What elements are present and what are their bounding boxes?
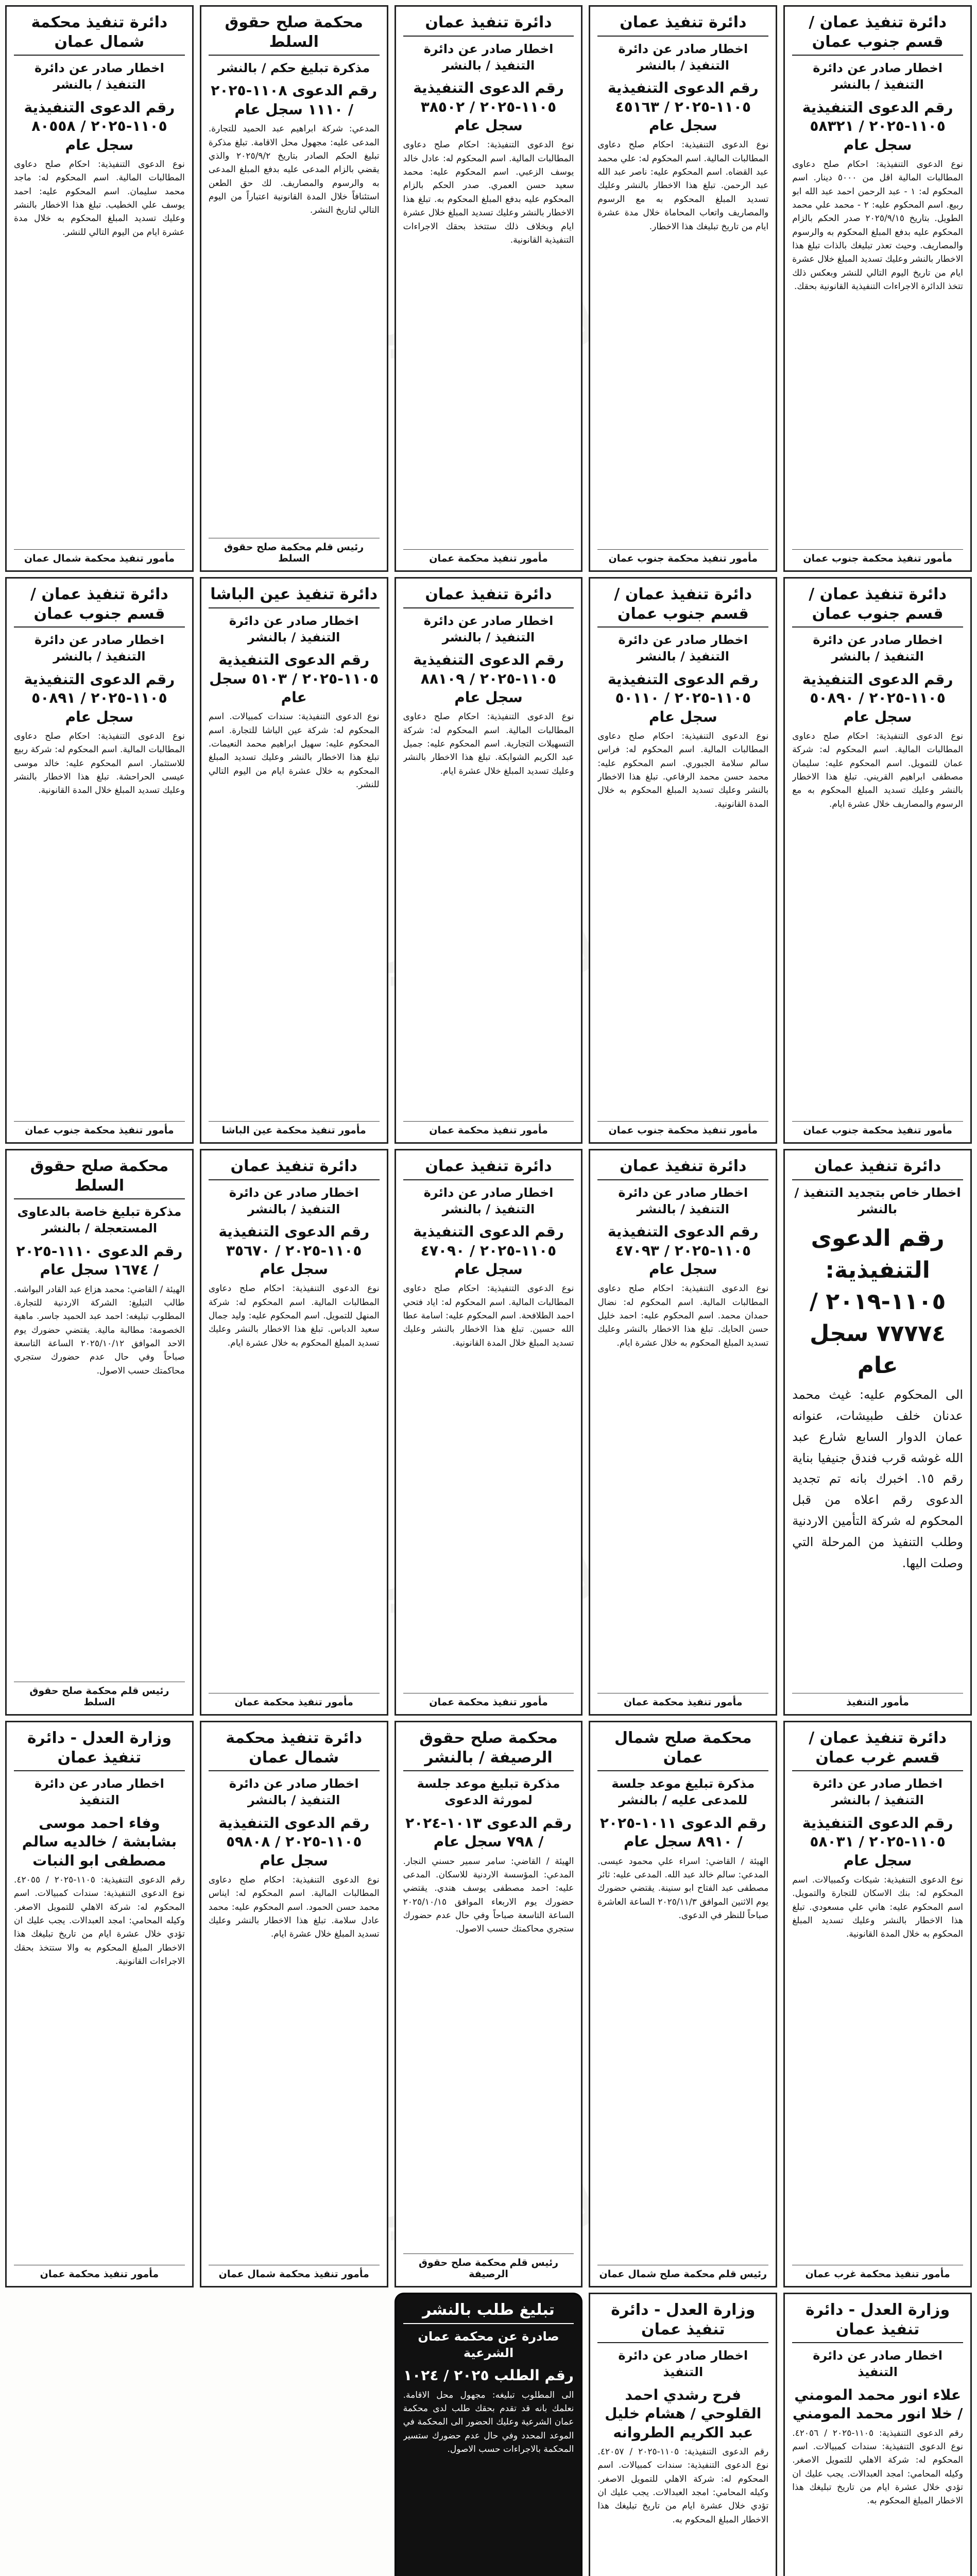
notice-subtitle: اخطار صادر عن دائرة التنفيذ / بالنشر	[618, 633, 748, 664]
notice-body: نوع الدعوى التنفيذية: احكام صلح دعاوى المطالبات المالية. اسم المحكوم له: شركة عمان للتمويل. اسم المحكوم عليه: سليمان مصطفى ابراهيم القريني. تبلغ هذا الاخطار بالنشر وعليك تسديد المبلغ المحكوم به مع الرسوم والمصاريف خلال عشرة ايام.	[792, 731, 963, 809]
legal-notice	[589, 1721, 777, 2287]
legal-notice	[395, 2293, 583, 2576]
notice-title: تبليغ طلب بالنشر	[403, 2300, 574, 2324]
notice-footer: رئيس قلم محكمة صلح حقوق السلط	[209, 538, 380, 564]
legal-notice	[589, 1149, 777, 1716]
notice-body: نوع الدعوى التنفيذية: احكام صلح دعاوى المطالبات المالية. اسم المحكوم له: اياد فتحي احمد الطلافحة. اسم المحكوم عليه: اسامة عطا الله حسين. تبلغ هذا الاخطار بالنشر وعليك تسديد المبلغ خلال المدة القانونية.	[403, 1283, 574, 1348]
legal-notice	[395, 5, 583, 572]
notice-title: محكمة صلح حقوق الرصيفة / بالنشر	[403, 1728, 574, 1771]
notice-body: نوع الدعوى التنفيذية: احكام صلح دعاوى المطالبات المالية. اسم المحكوم له: ماجد محمد سليمان. اسم المحكوم عليه: احمد يوسف علي الخطيب. تبلغ هذا الاخطار بالنشر وعليك تسديد المبلغ المحكوم به خلال مدة عشرة ايام من اليوم التالي للنشر.	[14, 159, 185, 238]
legal-notice	[395, 1721, 583, 2287]
notice-case-number: رقم الدعوى التنفيذية ١١٠٥-٢٠٢٥ / ٥١٠٣ سجل عام	[209, 651, 379, 706]
notice-body: الهيئة / القاضي: محمد هزاع عبد القادر البواشه. طالب التبليغ: الشركة الاردنية للتجارة. المطلوب تبليغه: احمد عبد الحميد جاسر. ماهية الخصومة: مطالبة مالية. يقتضي حضورك يوم الاحد الموافق ٢٠٢٥/١٠/١٢ الساعة التاسعة صباحاً وفي حال عدم حضورك ستجري محاكمتك حسب الاصول.	[14, 1284, 185, 1376]
notice-title: دائرة تنفيذ عمان	[209, 1157, 380, 1180]
notice-footer: مأمور تنفيذ محكمة جنوب عمان	[597, 1121, 768, 1136]
notice-title: دائرة تنفيذ عمان	[597, 1157, 768, 1180]
notice-case-number: رقم الدعوى التنفيذية ١١٠٥-٢٠٢٥ / ٥٠١١٠ سجل عام	[607, 670, 759, 725]
notice-case-number: رقم الدعوى التنفيذية ١١٠٥-٢٠٢٥ / ٤٧٠٩٠ سجل عام	[413, 1223, 564, 1278]
notice-case-number: علاء انور محمد المومني / خلا انور محمد المومني	[792, 2386, 963, 2422]
notice-case-number: رقم الدعوى التنفيذية ١١٠٥-٢٠٢٥ / ٥٩٨٠٨ سجل عام	[218, 1814, 370, 1869]
notice-case-number: وفاء احمد موسى بشابشة / خالديه سالم مصطفى ابو النبات	[22, 1814, 177, 1869]
notice-subtitle: اخطار صادر عن دائرة التنفيذ / بالنشر	[423, 1185, 554, 1216]
notice-case-number: رقم الدعوى ١١٠٨-٢٠٢٥ / ١١١٠ سجل عام	[211, 82, 378, 118]
notice-title: دائرة تنفيذ عمان / قسم جنوب عمان	[792, 585, 963, 628]
notice-body: نوع الدعوى التنفيذية: شيكات وكمبيالات. اسم المحكوم له: بنك الاسكان للتجارة والتمويل. اسم المحكوم عليه: هاني علي مسعودي. تبلغ هذا الاخطار بالنشر وعليك تسديد المبلغ المحكوم به خلال المدة القانونية.	[792, 1874, 963, 1940]
notice-body: نوع الدعوى التنفيذية: احكام صلح دعاوى المطالبات المالية. اسم المحكوم له: شركة التسهيلات التجارية. اسم المحكوم عليه: جميل عبد الكريم الشوابكة. تبلغ هذا الاخطار بالنشر وعليك تسديد المبلغ خلال عشرة ايام.	[403, 711, 574, 776]
notice-case-number: رقم الدعوى التنفيذية ١١٠٥-٢٠٢٥ / ٥٨٠٣١ سجل عام	[802, 1814, 953, 1869]
notice-case-number: فرح رشدي احمد القلوحي / هشام خليل عبد الكريم الطروانه	[605, 2386, 762, 2441]
notice-title: دائرة تنفيذ عمان / قسم جنوب عمان	[792, 13, 963, 56]
notice-footer: مأمور تنفيذ محكمة شمال عمان	[209, 2265, 380, 2280]
notice-subtitle: اخطار صادر عن دائرة التنفيذ / بالنشر	[35, 61, 164, 92]
legal-notice	[5, 5, 194, 572]
notice-subtitle: اخطار صادر عن دائرة التنفيذ / بالنشر	[423, 41, 554, 73]
notice-subtitle: اخطار صادر عن دائرة التنفيذ / بالنشر	[423, 613, 554, 645]
notice-body: رقم الدعوى التنفيذية: ١١٠٥-٢٠٢٥ / ٤٢٠٥٦. نوع الدعوى التنفيذية: سندات كمبيالات. اسم المحكوم له: شركة الاهلي للتمويل الاصغر. وكيله المحامي: امجد العبدالات. يجب عليك ان تؤدي خلال عشرة ايام من تاريخ تبليغك هذا الاخطار المبلغ المحكوم به.	[792, 2428, 963, 2506]
notice-subtitle: اخطار صادر عن دائرة التنفيذ	[618, 2348, 748, 2380]
notice-subtitle: اخطار صادر عن دائرة التنفيذ	[35, 1776, 164, 1808]
notice-footer: مأمور تنفيذ محكمة عمان	[597, 1693, 768, 1708]
notice-body: نوع الدعوى التنفيذية: احكام صلح دعاوى المطالبات المالية اقل من ٥٠٠٠ دينار. اسم المحكوم له: ١ - عبد الرحمن احمد عبد الله ابو ربيع. اسم المحكوم عليه: ٢ - محمد علي محمد الطويل. بتاريخ ٢٠٢٥/٩/١٥ صدر الحكم بالزام المحكوم عليه بدفع المبلغ المحكوم به والرسوم والمصاريف. وحيث تعذر تبليغك بالذات تبلغ هذا الاخطار بالنشر وعليك تسديد المبلغ خلال عشرة ايام من تاريخ اليوم التالي للنشر وبعكس ذلك تتخذ الدائرة الاجراءات التنفيذية القانونية بحقك.	[792, 159, 963, 292]
notice-body: نوع الدعوى التنفيذية: احكام صلح دعاوى المطالبات المالية. اسم المحكوم له: نضال حمدان محمد. اسم المحكوم عليه: احمد خليل حسن الحايك. تبلغ هذا الاخطار بالنشر وعليك تسديد المبلغ المحكوم به خلال عشرة ايام.	[597, 1283, 769, 1348]
notice-body: نوع الدعوى التنفيذية: احكام صلح دعاوى المطالبات المالية. اسم المحكوم له: شركة المنهل للتمويل. اسم المحكوم عليه: وليد جمال سعيد الدباس. تبلغ هذا الاخطار بالنشر وعليك تسديد المبلغ المحكوم به خلال عشرة ايام.	[208, 1283, 380, 1348]
notice-body: الى المطلوب تبليغه: مجهول محل الاقامة. نعلمك بانه قد تقدم بحقك طلب لدى محكمة عمان الشرعية وعليك الحضور الى المحكمة في الموعد المحدد وفي حال عدم حضورك ستسير المحكمة بالاجراءات حسب الاصول.	[403, 2389, 574, 2455]
notice-footer: مأمور تنفيذ محكمة جنوب عمان	[792, 549, 963, 564]
notice-title: دائرة تنفيذ عمان / قسم غرب عمان	[792, 1728, 963, 1771]
notice-subtitle: اخطار صادر عن دائرة التنفيذ / بالنشر	[35, 633, 164, 664]
notice-footer: مأمور تنفيذ محكمة عمان	[403, 549, 574, 564]
notice-body: نوع الدعوى التنفيذية: احكام صلح دعاوى المطالبات المالية. اسم المحكوم له: ايناس محمد حسن الحمود. اسم المحكوم عليه: محمد عادل سلامة. تبلغ هذا الاخطار بالنشر وعليك تسديد المبلغ خلال عشرة ايام.	[208, 1874, 380, 1940]
notice-title: دائرة تنفيذ عمان / قسم جنوب عمان	[14, 585, 185, 628]
notice-case-number: رقم الدعوى التنفيذية ١١٠٥-٢٠٢٥ / ٤٥١٦٣ سجل عام	[607, 79, 759, 134]
notice-subtitle: مذكرة تبليغ حكم / بالنشر	[218, 61, 370, 75]
notice-footer: مأمور تنفيذ محكمة جنوب عمان	[14, 1121, 185, 1136]
notice-footer: مأمور تنفيذ محكمة جنوب عمان	[597, 549, 768, 564]
notice-body: المدعي: شركة ابراهيم عبد الحميد للتجارة. المدعى عليه: مجهول محل الاقامة. تبلغ مذكرة تبليغ الحكم الصادر بتاريخ ٢٠٢٥/٩/٢ والذي يقضي بالزام المدعى عليه بدفع المبلغ المدعى به والرسوم والمصاريف. لك حق الطعن استئنافاً خلال المدة القانونية اعتباراً من اليوم التالي لتاريخ النشر.	[208, 124, 380, 216]
notice-case-number: رقم الدعوى التنفيذية ١١٠٥-٢٠٢٥ / ٥٨٣٢١ سجل عام	[802, 98, 953, 154]
legal-notice	[200, 5, 388, 572]
notice-footer: مأمور تنفيذ محكمة عين الباشا	[209, 1121, 380, 1136]
legal-notice	[783, 1149, 972, 1716]
notice-subtitle: اخطار صادر عن دائرة التنفيذ / بالنشر	[618, 41, 748, 73]
notice-subtitle: مذكرة تبليغ خاصة بالدعاوى المستعجلة / بالنشر	[17, 1205, 182, 1236]
notice-title: دائرة تنفيذ محكمة شمال عمان	[14, 13, 185, 56]
notice-subtitle: مذكرة تبليغ موعد جلسة لمورثة الدعوى	[417, 1776, 560, 1808]
notice-body: نوع الدعوى التنفيذية: احكام صلح دعاوى المطالبات المالية. اسم المحكوم له: فراس سالم سلامة الجبوري. اسم المحكوم عليه: محمد حسن محمد الرفاعي. تبلغ هذا الاخطار بالنشر وعليك تسديد المبلغ المحكوم به خلال المدة القانونية.	[597, 731, 769, 809]
notice-body: الهيئة / القاضي: اسراء علي محمود عيسى. المدعي: سالم خالد عبد الله. المدعى عليه: ثائر مصطفى عبد الفتاح ابو سنينة. يقتضي حضورك يوم الاثنين الموافق ٢٠٢٥/١١/٣ الساعة العاشرة صباحاً للنظر في الدعوى.	[597, 1856, 769, 1921]
notice-footer: مأمور تنفيذ محكمة عمان	[403, 1693, 574, 1708]
legal-notice	[5, 1721, 194, 2287]
notice-footer: مأمور تنفيذ محكمة شمال عمان	[14, 549, 185, 564]
notice-footer: مأمور تنفيذ محكمة عمان	[14, 2265, 185, 2280]
legal-notice	[200, 1721, 388, 2287]
notice-title: دائرة تنفيذ عمان	[403, 585, 574, 608]
notice-title: دائرة تنفيذ عين الباشا	[209, 585, 380, 608]
notice-subtitle: اخطار صادر عن دائرة التنفيذ / بالنشر	[229, 1185, 359, 1216]
notice-case-number: رقم الدعوى التنفيذية: ١١٠٥-٢٠١٩ / ٧٧٧٧٤ سجل عام	[809, 1225, 946, 1379]
notice-subtitle: اخطار صادر عن دائرة التنفيذ / بالنشر	[618, 1185, 748, 1216]
notice-case-number: رقم الدعوى التنفيذية ١١٠٥-٢٠٢٥ / ٣٨٥٠٢ سجل عام	[413, 79, 564, 134]
notice-title: دائرة تنفيذ عمان	[597, 13, 768, 37]
notice-footer: مأمور تنفيذ محكمة عمان	[209, 1693, 380, 1708]
notice-title: دائرة تنفيذ عمان	[403, 1157, 574, 1180]
notice-title: دائرة تنفيذ محكمة شمال عمان	[209, 1728, 380, 1771]
notice-title: دائرة تنفيذ عمان / قسم جنوب عمان	[597, 585, 768, 628]
notice-title: وزارة العدل - دائرة تنفيذ عمان	[597, 2300, 768, 2343]
legal-notice	[395, 1149, 583, 1716]
notice-case-number: رقم الدعوى ١٠١١-٢٠٢٥ / ٨٩١٠ سجل عام	[599, 1814, 766, 1851]
notice-case-number: رقم الدعوى التنفيذية ١١٠٥-٢٠٢٥ / ٤٧٠٩٣ سجل عام	[607, 1223, 759, 1278]
legal-notice	[5, 1149, 194, 1716]
legal-notice	[5, 577, 194, 1144]
notice-footer: مأمور تنفيذ محكمة جنوب عمان	[792, 1121, 963, 1136]
notice-case-number: رقم الدعوى ١١١٠-٢٠٢٥ / ١٦٧٤ سجل عام	[16, 1242, 183, 1279]
notice-title: محكمة صلح حقوق السلط	[209, 13, 380, 56]
legal-notice	[395, 577, 583, 1144]
notice-body: نوع الدعوى التنفيذية: احكام صلح دعاوى المطالبات المالية. اسم المحكوم له: عادل خالد يوسف الزعبي. اسم المحكوم عليه: محمد سعيد حسن العمري. صدر الحكم بالزام المحكوم عليه بدفع المبلغ المحكوم به. تبلغ هذا الاخطار بالنشر وعليك تسديد المبلغ خلال عشرة ايام وبخلاف ذلك ستتخذ بحقك الاجراءات التنفيذية القانونية.	[403, 140, 574, 245]
notice-case-number: رقم الدعوى ١٠١٣-٢٠٢٤ / ٧٩٨ سجل عام	[405, 1814, 572, 1851]
notice-subtitle: اخطار صادر عن دائرة التنفيذ / بالنشر	[813, 633, 942, 664]
notice-subtitle: اخطار صادر عن دائرة التنفيذ / بالنشر	[813, 1776, 942, 1808]
notice-subtitle: اخطار صادر عن دائرة التنفيذ / بالنشر	[229, 613, 359, 645]
legal-notice	[783, 5, 972, 572]
notices-grid	[5, 5, 972, 2576]
notice-case-number: رقم الدعوى التنفيذية ١١٠٥-٢٠٢٥ / ٨٨١٠٩ سجل عام	[413, 651, 564, 706]
notice-subtitle: اخطار صادر عن دائرة التنفيذ / بالنشر	[229, 1776, 359, 1808]
notice-footer: مأمور تنفيذ محكمة عمان	[403, 1121, 574, 1136]
notice-footer: رئيس قلم محكمة صلح شمال عمان	[597, 2265, 768, 2280]
notice-body: رقم الدعوى التنفيذية: ١١٠٥-٢٠٢٥ / ٤٢٠٥٥. نوع الدعوى التنفيذية: سندات كمبيالات. اسم المحكوم له: شركة الاهلي للتمويل الاصغر. وكيله المحامي: امجد العبدالات. يجب عليك ان تؤدي خلال عشرة ايام من تاريخ تبليغك هذا الاخطار المبلغ المحكوم به والا ستتخذ بحقك الاجراءات القانونية.	[14, 1874, 185, 1967]
notice-footer: رئيس قلم محكمة صلح حقوق السلط	[14, 1682, 185, 1708]
notice-case-number: رقم الدعوى التنفيذية ١١٠٥-٢٠٢٥ / ٨٠٥٥٨ سجل عام	[24, 98, 175, 154]
legal-notice	[200, 577, 388, 1144]
notice-body: الهيئة / القاضي: سامر سمير حسني النجار. المدعي: المؤسسة الاردنية للاسكان. المدعى عليه: احمد مصطفى يوسف هندي. يقتضي حضورك يوم الاربعاء الموافق ٢٠٢٥/١٠/١٥ الساعة التاسعة صباحاً وفي حال عدم حضورك ستجري محاكمتك حسب الاصول.	[403, 1856, 574, 1935]
notice-case-number: رقم الدعوى التنفيذية ١١٠٥-٢٠٢٥ / ٣٥٦٧٠ سجل عام	[218, 1223, 370, 1278]
notice-footer: رئيس قلم محكمة صلح حقوق الرصيفة	[403, 2253, 574, 2280]
legal-notice	[783, 2293, 972, 2576]
legal-notice	[783, 1721, 972, 2287]
notice-title: دائرة تنفيذ عمان	[403, 13, 574, 37]
notice-title: محكمة صلح شمال عمان	[597, 1728, 768, 1771]
legal-notice	[589, 2293, 777, 2576]
notice-case-number: رقم الدعوى التنفيذية ١١٠٥-٢٠٢٥ / ٥٠٨٩١ سجل عام	[24, 670, 175, 725]
legal-notice	[200, 1149, 388, 1716]
notice-body: نوع الدعوى التنفيذية: سندات كمبيالات. اسم المحكوم له: شركة عين الباشا للتجارة. اسم المحكوم عليه: سهيل ابراهيم محمد النعيمات. تبلغ هذا الاخطار بالنشر وعليك تسديد المبلغ المحكوم به خلال عشرة ايام من اليوم التالي للنشر.	[208, 711, 380, 790]
notice-case-number: رقم الدعوى التنفيذية ١١٠٥-٢٠٢٥ / ٥٠٨٩٠ سجل عام	[802, 670, 953, 725]
legal-notice	[589, 577, 777, 1144]
notice-case-number: رقم الطلب ٢٠٢٥ / ١٠٢٤	[403, 2367, 574, 2384]
notice-footer: مأمور تنفيذ محكمة غرب عمان	[792, 2265, 963, 2280]
notice-title: وزارة العدل - دائرة تنفيذ عمان	[14, 1728, 185, 1771]
notice-subtitle: اخطار صادر عن دائرة التنفيذ / بالنشر	[813, 61, 942, 92]
notice-body: رقم الدعوى التنفيذية: ١١٠٥-٢٠٢٥ / ٤٢٠٥٧. نوع الدعوى التنفيذية: سندات كمبيالات. اسم المحكوم له: شركة الاهلي للتمويل الاصغر. وكيله المحامي: امجد العبدالات. يجب عليك ان تؤدي خلال عشرة ايام من تاريخ تبليغك هذا الاخطار المبلغ المحكوم به.	[597, 2446, 769, 2525]
notice-body: الى المحكوم عليه: غيث محمد عدنان خلف طبيشات، عنوانه عمان الدوار السابع شارع عبد الله غوشه قرب فندق جنيفيا بناية رقم ١٥. اخبرك بانه تم تجديد الدعوى رقم اعلاه من قبل المحكوم له شركة التأمين الاردنية وطلب التنفيذ من المرحلة التي وصلت اليها.	[792, 1387, 963, 1570]
notice-subtitle: صادرة عن محكمة عمان الشرعية	[418, 2329, 559, 2360]
notice-title: وزارة العدل - دائرة تنفيذ عمان	[792, 2300, 963, 2343]
notice-body: نوع الدعوى التنفيذية: احكام صلح دعاوى المطالبات المالية. اسم المحكوم له: علي محمد عبد القضاه. اسم المحكوم عليه: ناصر عبد الله عبد الرحمن. تبلغ هذا الاخطار بالنشر وعليك تسديد المبلغ المحكوم به مع الرسوم والمصاريف واتعاب المحاماة خلال مدة عشرة ايام من تاريخ تبليغك هذا الاخطار.	[597, 140, 769, 232]
notice-subtitle: اخطار صادر عن دائرة التنفيذ	[813, 2348, 942, 2380]
notice-subtitle: اخطار خاص بتجديد التنفيذ / بالنشر	[794, 1185, 961, 1216]
notice-title: دائرة تنفيذ عمان	[792, 1157, 963, 1180]
notice-subtitle: مذكرة تبليغ موعد جلسة للمدعى عليه / بالنشر	[611, 1776, 755, 1808]
legal-notice	[783, 577, 972, 1144]
notice-footer: مأمور التنفيذ	[792, 1693, 963, 1708]
notice-body: نوع الدعوى التنفيذية: احكام صلح دعاوى المطالبات المالية. اسم المحكوم له: شركة ربيع للاستثمار. اسم المحكوم عليه: خالد موسى عيسى الحراحشة. تبلغ هذا الاخطار بالنشر وعليك تسديد المبلغ خلال المدة القانونية.	[14, 731, 185, 796]
legal-notice	[589, 5, 777, 572]
notice-title: محكمة صلح حقوق السلط	[14, 1157, 185, 1199]
